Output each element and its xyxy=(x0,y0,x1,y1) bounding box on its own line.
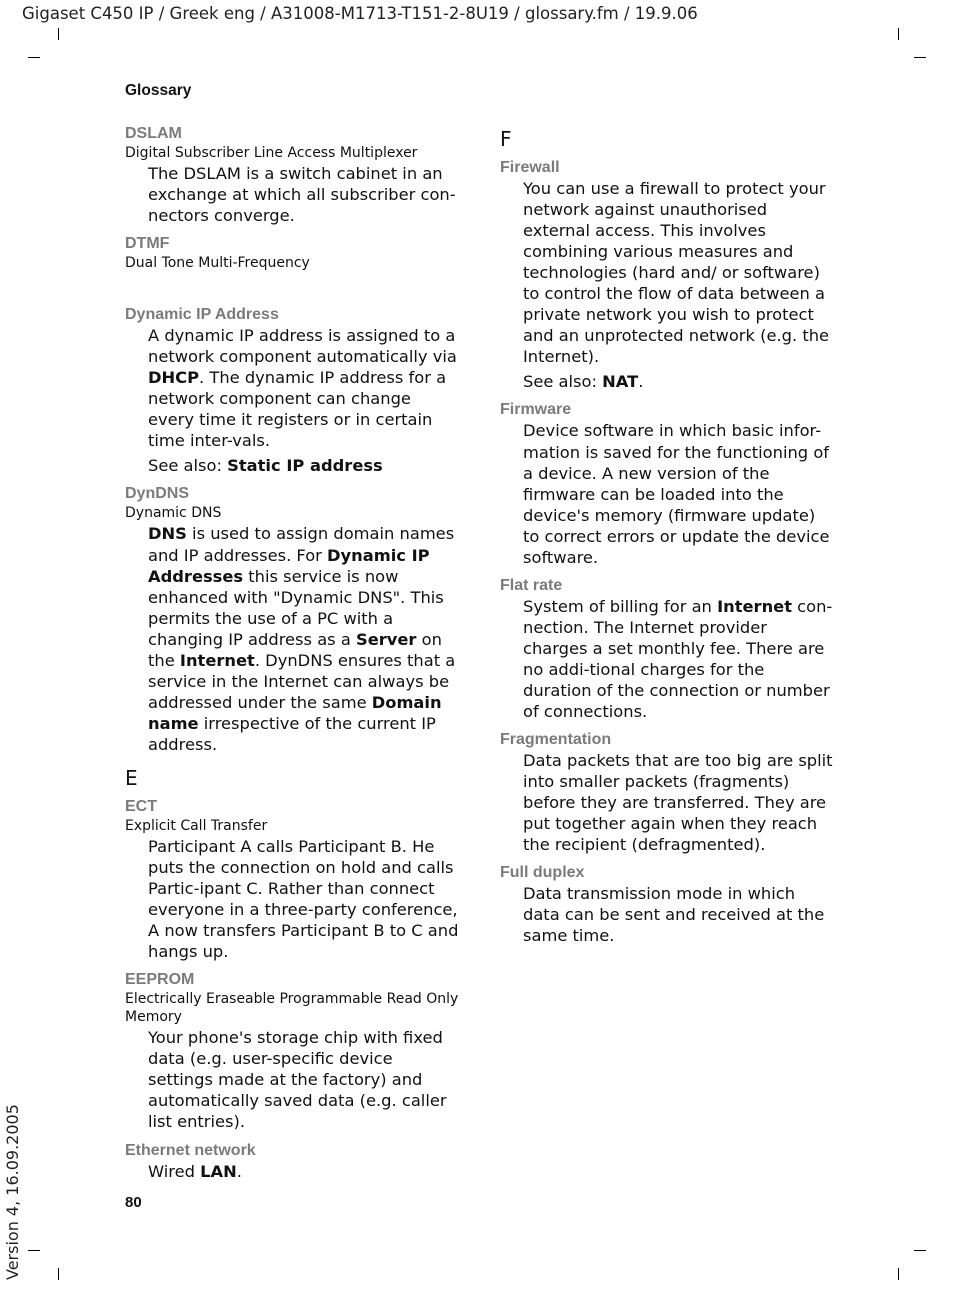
glossary-entry-dslam xyxy=(125,124,460,226)
glossary-entry-firmware xyxy=(500,400,835,567)
see-also xyxy=(148,455,460,476)
term-fragmentation: Fragmentation xyxy=(500,731,612,749)
crop-mark xyxy=(58,1268,59,1280)
term-firmware: Firmware xyxy=(500,401,572,419)
definition xyxy=(148,325,460,451)
see-also-end: . xyxy=(638,372,644,392)
glossary-entry-flat-rate xyxy=(500,576,835,722)
glossary-entry-eeprom xyxy=(125,970,460,1132)
definition xyxy=(148,523,460,755)
link-lan[interactable]: LAN xyxy=(200,1161,237,1181)
document-header: Gigaset C450 IP / Greek eng / A31008-M1713-T151-2-8U19 / glossary.fm / 19.9.06 xyxy=(22,4,698,23)
term-expansion: Dual Tone Multi-Frequency xyxy=(125,255,310,272)
term-expansion: Digital Subscriber Line Access Multiplexer xyxy=(125,145,418,161)
glossary-entry-full-duplex xyxy=(500,863,835,946)
page-number: 80 xyxy=(125,1194,142,1211)
definition-text: A dynamic IP address is assigned to a network component automatically via xyxy=(148,326,457,367)
definition-text: con-nection. The Internet provider charges a set monthly fee. There are no addi-tional charges for the duration of the connection or number of connections. xyxy=(523,596,833,722)
section-title: Glossary xyxy=(125,82,192,99)
definition-text: . xyxy=(236,1161,242,1181)
glossary-column-left xyxy=(125,124,460,1190)
glossary-entry-dynamic-ip xyxy=(125,305,460,476)
see-also-label: See also: xyxy=(523,372,603,392)
definition-text: this service is now enhanced with "Dynamic DNS". This permits the use of a PC with a changing IP address as a xyxy=(148,566,444,649)
glossary-column-right xyxy=(500,124,835,954)
term-eeprom: EEPROM xyxy=(125,971,195,989)
definition-text: . The dynamic IP address for a network component can change every time it registers or in certain time inter-vals. xyxy=(148,368,447,451)
term-firewall: Firewall xyxy=(500,159,560,176)
definition-text: is used to assign domain names and IP addresses. For xyxy=(148,524,455,565)
link-dns[interactable]: DNS xyxy=(148,524,187,544)
definition-text: Wired xyxy=(148,1161,201,1181)
link-dynamic-ip[interactable]: Dynamic IP Addresses xyxy=(148,545,430,586)
definition: Device software in which basic infor-mation is saved for the functioning of a device. A new version of the firmware can be loaded into the device's memory (firmware update) to correct errors or update the device software. xyxy=(523,421,830,567)
definition: Data transmission mode in which data can be sent and received at the same time. xyxy=(523,884,825,946)
definition: Your phone's storage chip with fixed data (e.g. user-specific device settings made at the factory) and automatically saved data (e.g. caller list entries). xyxy=(148,1028,447,1132)
definition: Participant A calls Participant B. He puts the connection on hold and calls Partic-ipant C. Rather than connect everyone in a three-party conference, A now transfers Participant B to C and hangs up. xyxy=(148,836,459,962)
term-flat-rate: Flat rate xyxy=(500,576,563,594)
term-expansion: Dynamic DNS xyxy=(125,505,222,522)
link-static-ip[interactable]: Static IP address xyxy=(227,456,383,476)
glossary-entry-firewall xyxy=(500,158,835,392)
link-internet[interactable]: Internet xyxy=(179,650,255,670)
link-server[interactable]: Server xyxy=(355,629,417,649)
glossary-entry-ect xyxy=(125,797,460,962)
see-also-label: See also: xyxy=(148,456,228,476)
see-also xyxy=(523,371,835,392)
crop-mark xyxy=(28,1250,40,1251)
crop-mark xyxy=(898,28,899,40)
definition: You can use a firewall to protect your network against unauthorised external access. This involves combining various measures and technologies (hard and/ or software) to control the flow of data between a private network you wish to protect and an unprotected network (e.g. the Internet). xyxy=(523,179,830,367)
definition xyxy=(148,1161,460,1182)
term-dslam: DSLAM xyxy=(125,125,182,142)
glossary-entry-dyndns xyxy=(125,484,460,755)
link-internet[interactable]: Internet xyxy=(717,596,792,616)
link-dhcp[interactable]: DHCP xyxy=(148,368,200,388)
crop-mark xyxy=(58,28,59,40)
definition-text: . DynDNS ensures that a service in the Internet can always be addressed under the same xyxy=(148,650,456,712)
term-full-duplex: Full duplex xyxy=(500,864,585,882)
term-ect: ECT xyxy=(125,797,157,815)
term-dyndns: DynDNS xyxy=(125,485,190,503)
term-dtmf: DTMF xyxy=(125,235,170,253)
definition-text: System of billing for an xyxy=(523,596,718,616)
glossary-entry-fragmentation xyxy=(500,730,835,855)
term-ethernet: Ethernet network xyxy=(125,1141,256,1159)
crop-mark xyxy=(898,1268,899,1280)
definition-text: on the xyxy=(148,629,442,670)
term-dynamic-ip: Dynamic IP Address xyxy=(125,306,279,324)
letter-heading-e: E xyxy=(125,765,138,790)
crop-mark xyxy=(28,57,40,58)
glossary-entry-ethernet xyxy=(125,1141,460,1182)
definition: Data packets that are too big are split into smaller packets (fragments) before they are transferred. They are put together again when they reach the recipient (defragmented). xyxy=(523,751,833,855)
link-nat[interactable]: NAT xyxy=(602,372,639,392)
glossary-entry-dtmf xyxy=(125,234,460,272)
crop-mark xyxy=(914,1250,926,1251)
letter-heading-f: F xyxy=(500,127,512,151)
term-expansion: Electrically Eraseable Programmable Read Only Memory xyxy=(125,991,459,1026)
crop-mark xyxy=(914,57,926,58)
term-expansion: Explicit Call Transfer xyxy=(125,817,268,834)
version-label: Version 4, 16.09.2005 xyxy=(3,1104,22,1280)
definition xyxy=(523,596,835,722)
link-domain-name[interactable]: Domain name xyxy=(148,692,442,733)
definition-text: irrespective of the current IP address. xyxy=(148,713,436,754)
definition: The DSLAM is a switch cabinet in an exchange at which all subscriber con-nectors converge. xyxy=(148,164,456,226)
